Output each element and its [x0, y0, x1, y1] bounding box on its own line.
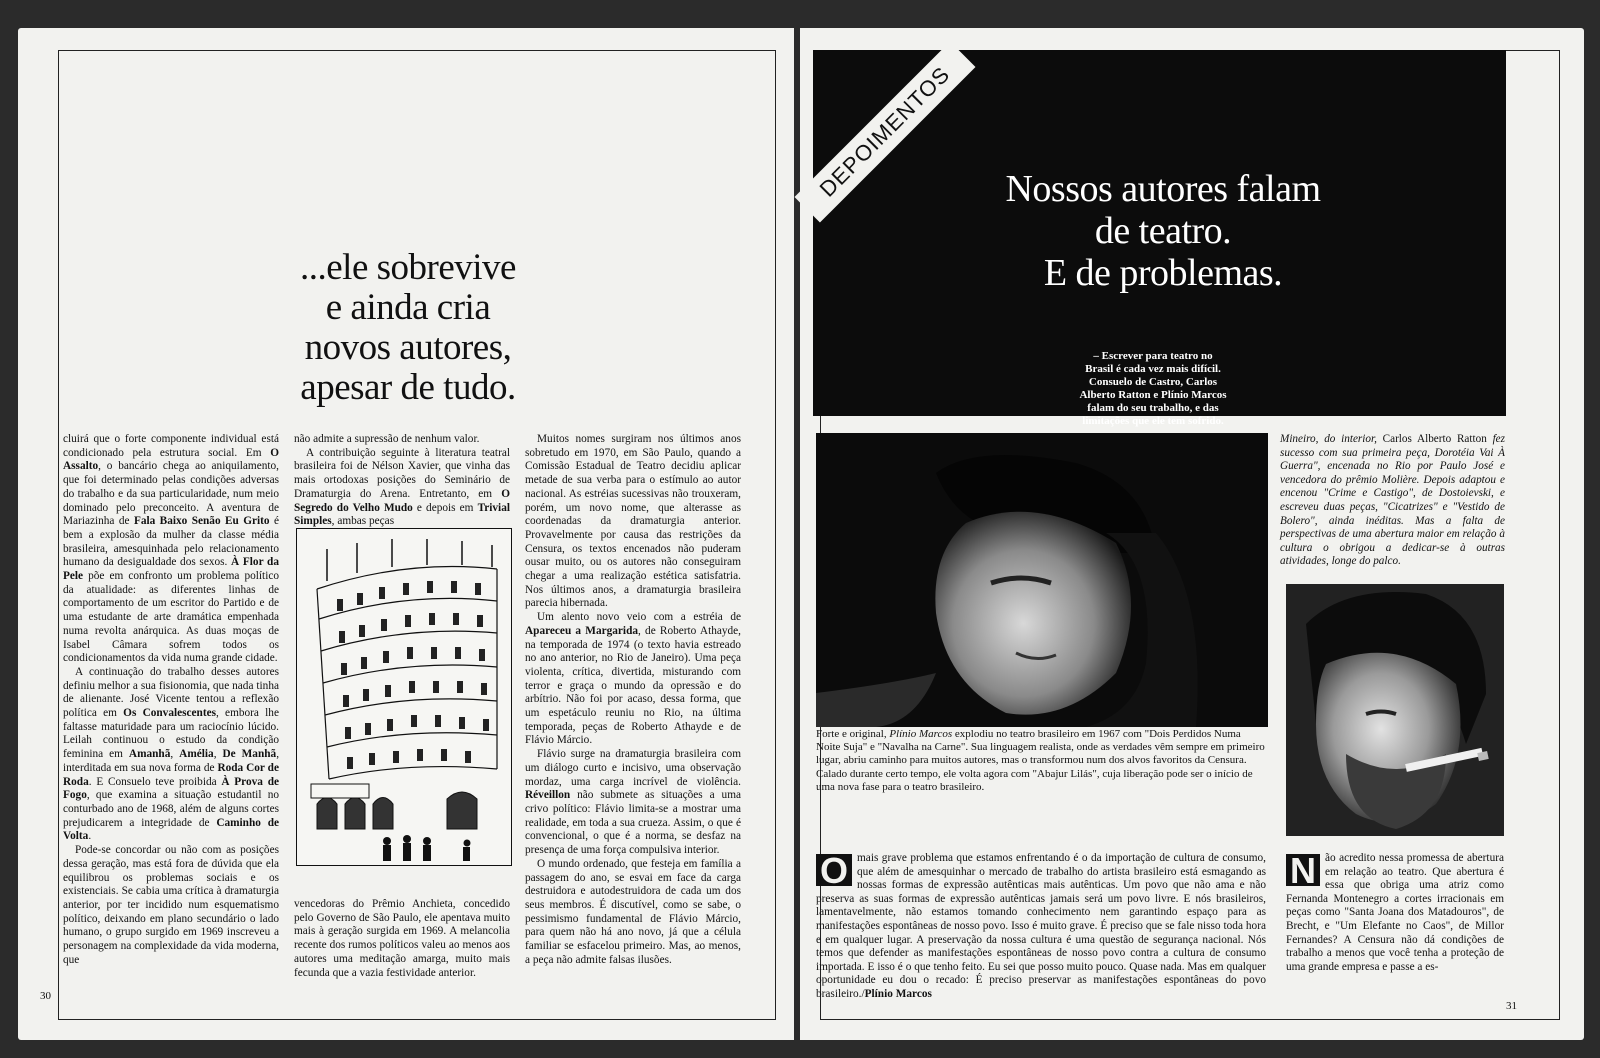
plinio-marcos-photo — [816, 433, 1268, 727]
deck-line: Consuelo de Castro, Carlos — [1088, 376, 1218, 388]
ratton-intro: Mineiro, do interior, Carlos Alberto Ratton fez sucesso com sua primeira peça, Dorotéia Vai À Guerra", encenada no Rio por Paulo José e vencedora do prêmio Molière. Depois adaptou e encenou "Crime e Castigo", de Dostoievski, e escreveu duas peças, "Cicatrizes" e "Vestido de Bolero", ainda inéditas. Mas a falta de perspectivas de uma abertura maior em relação à cultura o obrigou a dedicar-se à outras atividades, longe do palco. — [1280, 433, 1505, 568]
left-page — [18, 28, 794, 1040]
article-column-2-top — [294, 433, 510, 529]
headline-line: e ainda cria — [325, 287, 491, 328]
title-line: E de problemas. — [1043, 252, 1283, 294]
deck-line: Alberto Ratton e Plínio Marcos — [1079, 389, 1227, 401]
title-line: Nossos autores falam — [1005, 168, 1321, 210]
paragraph: Um alento novo veio com a estréia de Apareceu a Margarida, de Roberto Athayde, na temporada de 1974 (o texto havia estreado no ano anterior, no Rio de Janeiro). Uma peça violenta, crítica, divertida, misturando com terror e graça o mundo da opressão e do arbítrio. Não foi por acaso, dessa forma, que um espetáculo reuniu no Rio, na última temporada, peças de Roberto Athayde e de Flávio Márcio. — [525, 611, 742, 747]
paragraph: vencedoras do Prêmio Anchieta, concedido pelo Governo de São Paulo, ele apentava muito mais à geração surgida em 1969. A melancolia recente dos rumos políticos valeu ao menos aos autores uma meditação amarga, muito mais fecunda que a vazia festividade anterior. — [294, 898, 510, 979]
page-number: 30 — [40, 990, 51, 1002]
paragraph: A continuação do trabalho desses autores definiu melhor a sua fisionomia, que nada tinha de alienante. José Vicente tentou a reflexão política em Os Convalescentes, embora lhe faltasse maturidade para um raciocínio lúcido. Leilah continuou o estudo da condição feminina em Amanhã, Amélia, De Manhã, interditada em sua nova forma de Roda Cor de Roda. E Consuelo teve proibida À Prova de Fogo, que examina a situação estudantil no conturbado ano de 1968, além de alguns cortes prejudicarem a integridade de Caminho de Volta. — [63, 665, 280, 843]
paragraph: O mais grave problema que estamos enfrentando é o da importação de cultura de consumo, que além de amesquinhar o mercado de trabalho do artista brasileiro está esmagando as nossas formas de expressão autênticas mais autênticas. Um povo que não ama e não preserva as suas formas de expressão autênticas jamais será um povo livre. E nós brasileiros, lamentavelmente, não estamos tomando conhecimento nem garantindo espaço para as manifestações espontâneas de nosso povo. Isso é muito grave. É preciso que se fale nisso toda hora e em qualquer lugar. A preservação da nossa cultura é uma questão de segurança nacional. Nós temos que defender as manifestações espontâneas de nosso povo contra a cultura de consumo importada. E isso é o que tenho feito. Eu sei que posso muito pouco. Quase nada. Mas em qualquer oportunidade eu dou o recado: É preciso preservar as manifestações espontâneas do povo brasileiro./Plínio Marcos — [816, 850, 1266, 1000]
article-column-1 — [63, 433, 279, 967]
paragraph: N ão acredito nessa promessa de abertura em relação ao teatro. Que abertura é essa que obriga uma atriz como Fernanda Montenegro a cortes irracionais em peças como "Santa Joana dos Matadouros", de Brecht, e "Um Elefante no Caos", de Millor Fernandes? A Censura não dá condições de trabalho a menos que você tenha a proteção de uma grande empresa e passe a es- — [1286, 850, 1504, 973]
paragraph: A contribuição seguinte à literatura teatral brasileira foi de Nélson Xavier, que vinha das mais ortodoxas posições do Seminário de Dramaturgia do Arena. Entretanto, em O Segredo do Velho Mudo e depois em Trivial Simples, ambas peças — [294, 446, 510, 528]
photo-caption: Forte e original, Plínio Marcos explodiu no teatro brasileiro em 1967 com "Dois Perdidos Numa Noite Suja" e "Navalha na Carne". Sua linguagem realista, onde as verdades vêm sempre em primeiro lugar, abriu caminho para muitos autores, mas o transformou num dos alvos favoritos da Censura. Calado durante certo tempo, ele volta agora com "Abajur Lilás", cuja liberação pode ser o início de uma nova fase para o teatro brasileiro. — [816, 728, 1265, 793]
left-headline — [258, 248, 558, 408]
paragraph: Pode-se concordar ou não com as posições dessa geração, mas está fora de dúvida que ela equilibrou os problemas sociais e os existenciais. Se cabia uma crítica à dramaturgia anterior, por ter incidido num esquematismo político, deixando em plano secundário o lado humano, o grupo surgido em 1969 inscreveu a personagem na complexidade da vida moderna, que — [63, 844, 279, 966]
headline-line: novos autores, — [304, 327, 512, 368]
title-box — [813, 50, 1506, 427]
deck-line: Brasil é cada vez mais difícil. — [1085, 363, 1221, 375]
plinio-marcos-statement — [816, 852, 1266, 1002]
carlos-alberto-ratton-photo — [1286, 584, 1504, 836]
section-banner: DEPOIMENTOS — [794, 41, 975, 222]
paragraph: Flávio surge na dramaturgia brasileira com um diálogo curto e incisivo, uma observação mordaz, uma carga incrível de violência. Réveillon não submete as situações a uma crivo político: Flávio limita-se a mostrar uma realidade, em toda a sua crueza. Assim, o que é convencional, o que é a norma, se desfaz na presença de uma força compulsiva interior. — [525, 748, 741, 857]
paragraph: Muitos nomes surgiram nos últimos anos sobretudo em 1970, em São Paulo, quando a Comissão Estadual de Teatro decidiu aplicar metade de sua verba para o estímulo ao autor nacional. As estréias sucessivas não trouxeram, porém, um novo nome, que alterasse as coordenadas da dramaturgia anterior. Provavelmente por causa das restrições da Censura, os textos encenados não puderam ousar muito, ou os autores não conseguiram chegar a uma realização estética satisfatria. Nos últimos anos, a dramaturgia brasileira parecia hibernada. — [525, 433, 741, 610]
deck-line: – Escrever para teatro no — [1093, 350, 1213, 362]
ratton-statement — [1286, 852, 1504, 974]
deck-line: falam do seu trabalho, e das — [1087, 402, 1219, 414]
paragraph: cluirá que o forte componente individual está condicionado pela estrutura social. Em O Assalto, o bancário chega ao aniquilamento, que foi determinado pelas condições adversas do trabalho e da sua particularidade, num meio dominado pelo preconceito. A aventura de Mariazinha de Fala Baixo Senão Eu Grito é bem a explosão da mulher da classe média brasileira, amesquinhada pelo relacionamento humano da desigualdade dos sexos. À Flor da Pele põe em confronto um problema político da atualidade: as diferentes linhas de comportamento de um escritor do Partido e de uma estudante de arte dramática empenhada numa revolta anárquica. As duas moças de Isabel Câmara sofrem todos os condicionamentos da vida numa grande cidade. — [63, 433, 280, 665]
article-title — [963, 168, 1363, 294]
paragraph: O mundo ordenado, que festeja em família a passagem do ano, se esvai em face da carga destruidora e autodestruidora de cada um dos seus membros. É discutível, como se sabe, o pessimismo fundamental de Flávio Márcio, para quem não há ano novo, já que a célula familiar se esfacelou primeiro. Mas, ao menos, a peça não admite falsas ilusões. — [525, 857, 741, 966]
drop-cap: N — [1286, 854, 1320, 886]
paragraph: não admite a supressão de nenhum valor. — [294, 433, 480, 445]
deck-line: limitações que ele tem sofrido. — [1082, 415, 1224, 427]
title-line: de teatro. — [1094, 210, 1232, 252]
theatre-engraving-illustration — [296, 528, 512, 866]
article-deck — [1058, 350, 1248, 428]
article-column-2-bottom — [294, 898, 510, 980]
headline-line: ...ele sobrevive — [300, 247, 516, 288]
page-number: 31 — [1506, 1000, 1517, 1012]
drop-cap: O — [816, 854, 852, 886]
headline-line: apesar de tudo. — [300, 367, 516, 408]
right-page — [800, 28, 1584, 1040]
article-column-3 — [525, 433, 741, 967]
